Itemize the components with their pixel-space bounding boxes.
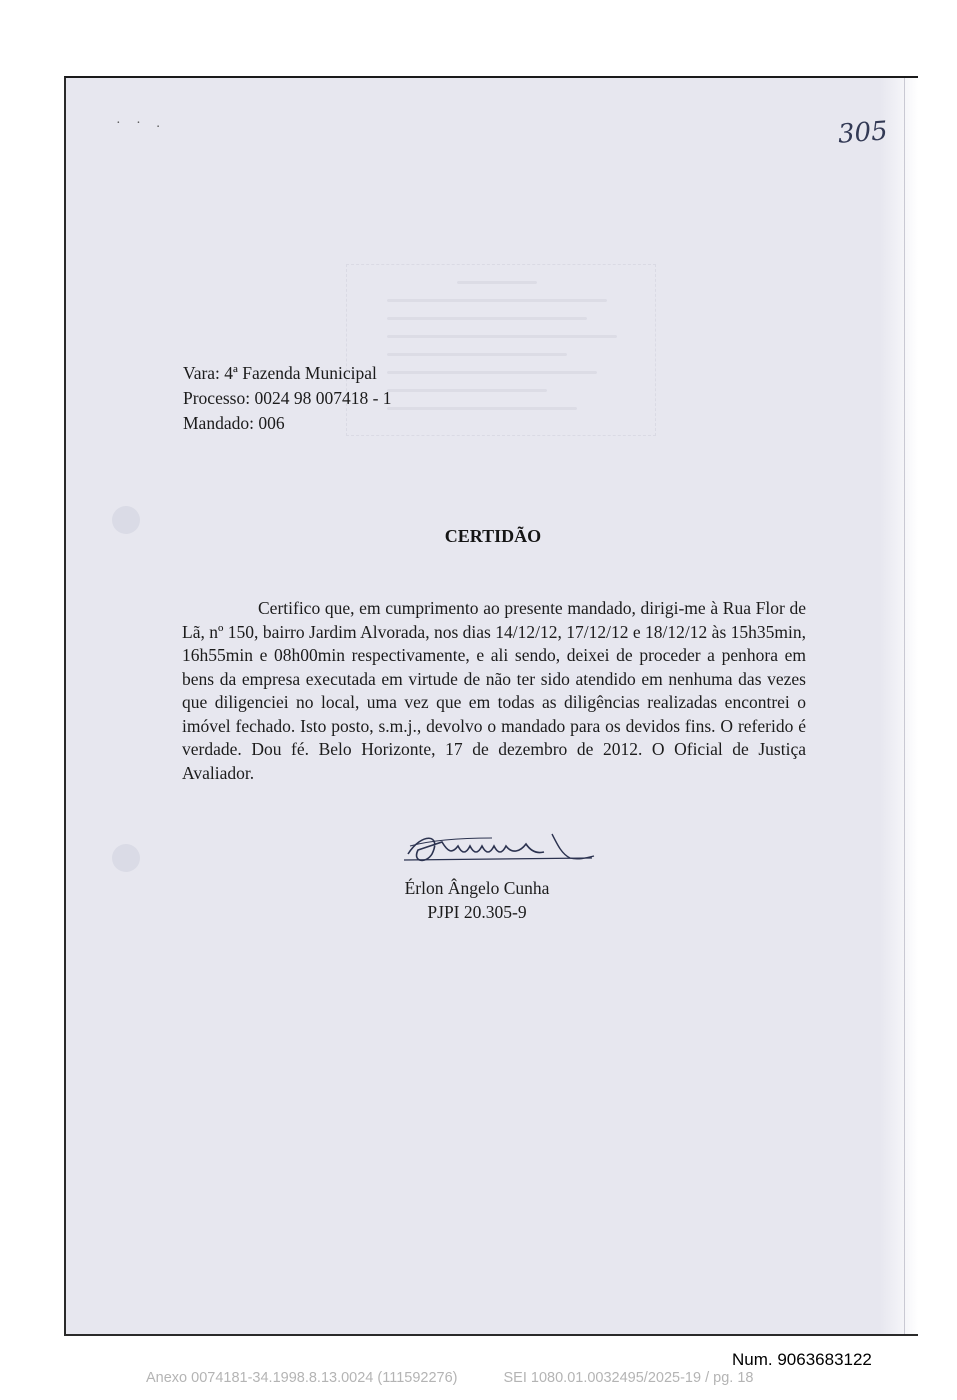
handwritten-page-number: 305 xyxy=(837,116,889,150)
page-fold-line xyxy=(904,78,905,1334)
signer-name: Érlon Ângelo Cunha xyxy=(404,878,550,898)
scanned-page xyxy=(64,76,918,1336)
footer-sei-reference: SEI 1080.01.0032495/2025-19 / pg. 18 xyxy=(503,1370,754,1386)
document-number: Num. 9063683122 xyxy=(732,1350,872,1369)
certificate-body: Certifico que, em cumprimento ao presente mandado, dirigi-me à Rua Flor de Lã, nº 150, bairro Jardim Alvorada, nos dias 14/12/12, 17/12/12 e 18/12/12 às 15h35min, 16h55min e 08h00min respectivamente, e ali sendo, deixei de proceder a penhora em bens da empresa executada em virtude de não ter sido atendido em nenhuma das vezes que diligenciei no local, uma vez que em todas as diligências realizadas encontrei o imóvel fechado. Isto posto, s.m.j., devolvo o mandado para os devidos fins. O referido é verdade. Dou fé. Belo Horizonte, 17 de dezembro de 2012. O Oficial de Justiça Avaliador. xyxy=(182,598,806,783)
mandado-line: Mandado: 006 xyxy=(183,413,285,433)
signer-block xyxy=(66,876,920,924)
case-header xyxy=(183,361,392,436)
signer-registration: PJPI 20.305-9 xyxy=(427,902,527,922)
page-edge-shadow xyxy=(880,78,918,1334)
footer-annex-reference: Anexo 0074181-34.1998.8.13.0024 (111592276) xyxy=(146,1370,458,1386)
scan-specks: · · . xyxy=(116,116,166,131)
punch-hole-mark xyxy=(112,844,140,872)
handwritten-signature xyxy=(402,824,602,872)
processo-line: Processo: 0024 98 007418 - 1 xyxy=(183,388,392,408)
faded-stamp-impression xyxy=(346,264,656,436)
footer xyxy=(146,1370,753,1386)
vara-line: Vara: 4ª Fazenda Municipal xyxy=(183,363,377,383)
document-title: CERTIDÃO xyxy=(444,526,542,546)
